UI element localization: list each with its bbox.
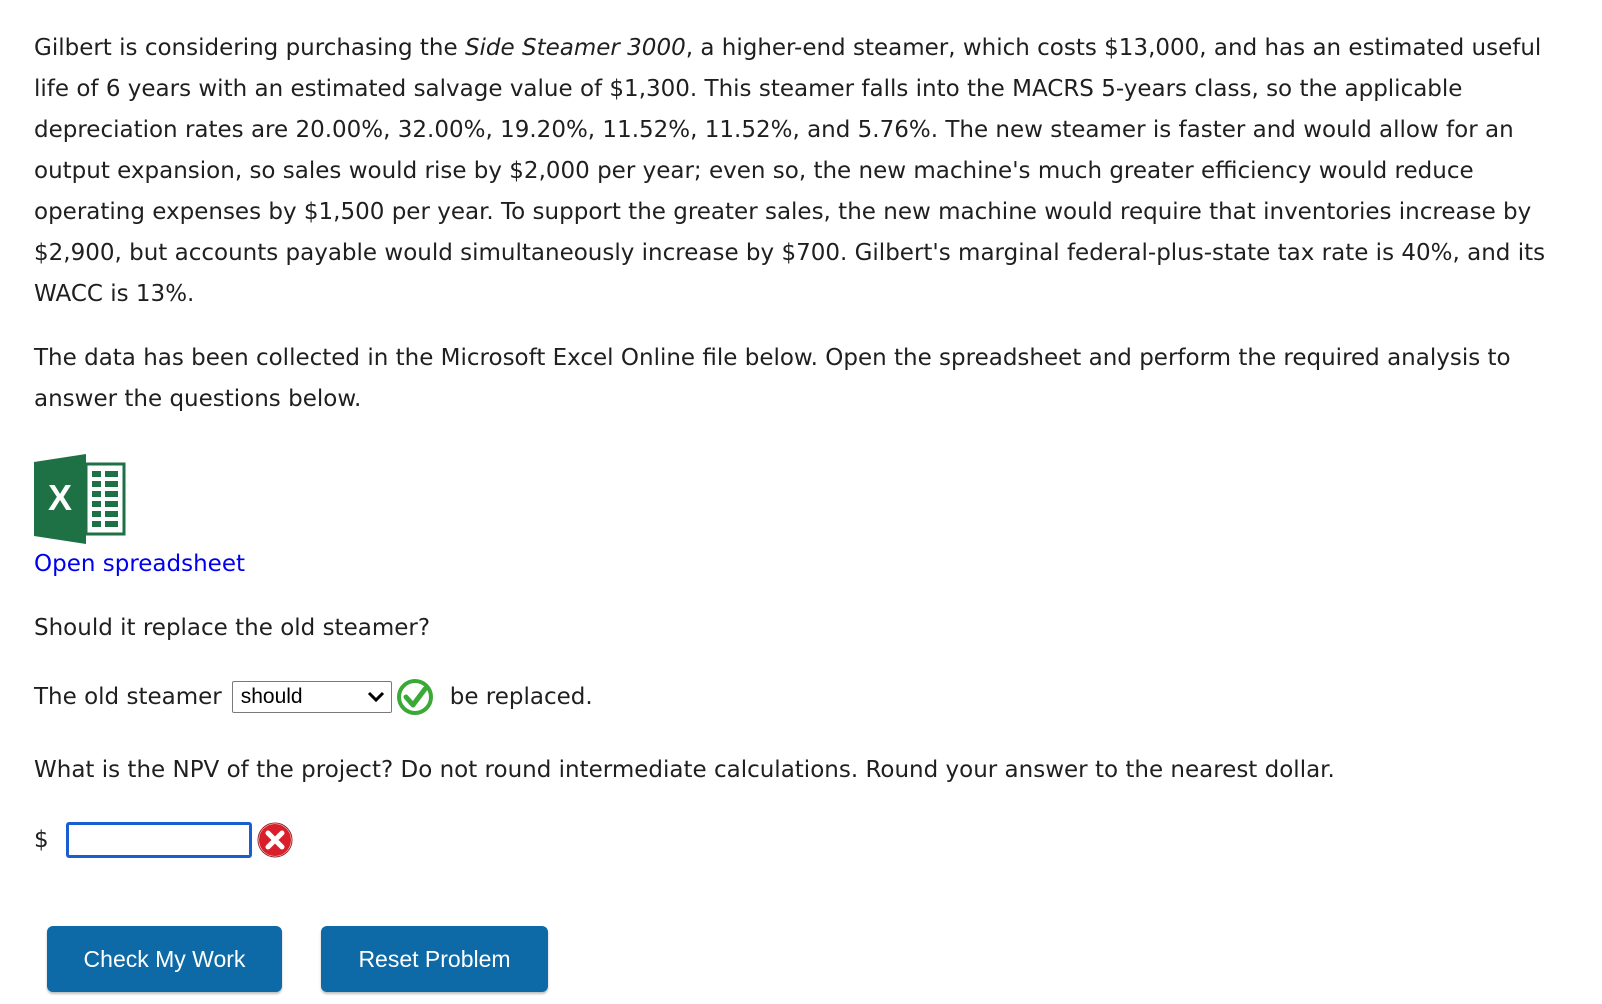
question1-suffix: be replaced. <box>449 684 593 710</box>
problem-paragraph <box>34 28 1568 315</box>
correct-check-icon <box>396 678 434 716</box>
incorrect-x-icon <box>255 820 295 860</box>
question1-answer-row <box>34 677 1568 717</box>
excel-icon[interactable] <box>34 454 126 544</box>
instructions-paragraph: The data has been collected in the Microsoft Excel Online file below. Open the spreadsheet and perform the required analysis to answer the questions below. <box>34 345 1511 412</box>
question1-text: Should it replace the old steamer? <box>34 615 431 641</box>
currency-symbol: $ <box>34 827 49 853</box>
npv-input[interactable] <box>66 822 252 858</box>
replace-dropdown[interactable] <box>232 681 392 713</box>
reset-problem-button[interactable]: Reset Problem <box>321 926 548 992</box>
chevron-down-icon <box>367 691 385 703</box>
question2-text: What is the NPV of the project? Do not round intermediate calculations. Round your answer to the nearest dollar. <box>34 757 1335 783</box>
replace-dropdown-value: should <box>240 685 303 708</box>
question1-prefix: The old steamer <box>34 684 222 710</box>
problem-text-start: Gilbert is considering purchasing the <box>34 35 465 61</box>
action-buttons <box>47 926 1568 992</box>
problem-text-rest: , a higher-end steamer, which costs $13,000, and has an estimated useful life of 6 years with an estimated salvage value of $1,300. This steamer falls into the MACRS 5-years class, so the applicable depreciation rates are 20.00%, 32.00%, 19.20%, 11.52%, 11.52%, and 5.76%. The new steamer is faster and would allow for an output expansion, so sales would rise by $2,000 per year; even so, the new machine's much greater efficiency would reduce operating expenses by $1,500 per year. To support the greater sales, the new machine would require that inventories increase by $2,900, but accounts payable would simultaneously increase by $700. Gilbert's marginal federal-plus-state tax rate is 40%, and its WACC is 13%. <box>34 35 1546 307</box>
open-spreadsheet-link[interactable]: Open spreadsheet <box>34 551 245 577</box>
product-name: Side Steamer 3000 <box>464 35 686 61</box>
excel-icon-letter: X <box>47 477 73 518</box>
check-my-work-button[interactable]: Check My Work <box>47 926 282 992</box>
question2-answer-row <box>34 820 1568 860</box>
problem-page <box>34 28 1568 992</box>
